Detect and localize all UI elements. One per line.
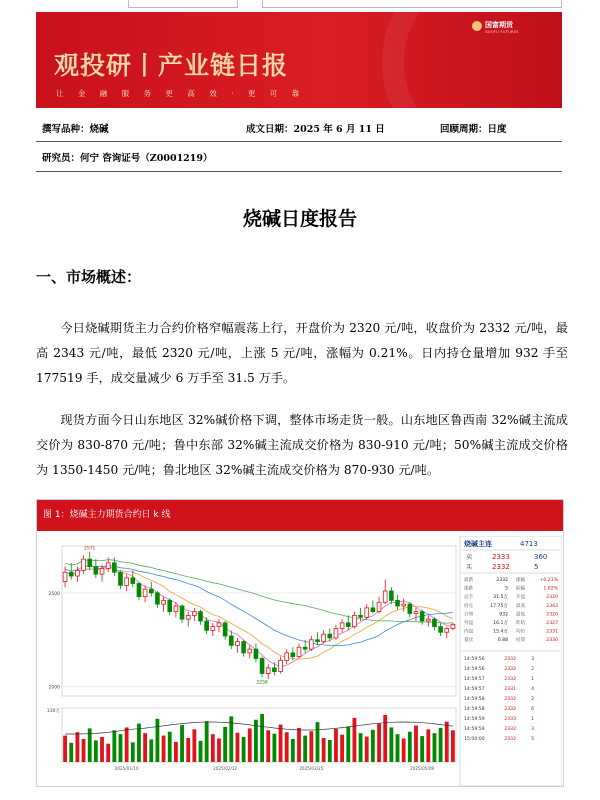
tick-volume: 1 — [531, 717, 534, 722]
quote-field-label: 外盘 — [464, 621, 474, 626]
volume-bar — [168, 732, 172, 762]
tick-price: 2332 — [504, 737, 516, 742]
volume-bar — [303, 736, 307, 762]
candle-body — [199, 612, 203, 621]
volume-bar — [445, 722, 449, 762]
volume-bar — [291, 739, 295, 762]
volume-bar — [156, 719, 160, 762]
candle-body — [223, 623, 227, 636]
kline-screenshot — [38, 536, 562, 786]
quote-field-label: 开盘 — [516, 595, 526, 601]
logo-mark-icon — [472, 21, 482, 31]
volume-bar — [451, 730, 455, 762]
volume-bar — [377, 724, 381, 762]
volume-bar — [371, 730, 375, 762]
candle-body — [408, 604, 412, 613]
quote-field-label: 涨跌 — [464, 586, 474, 592]
volume-bar — [266, 730, 270, 762]
candle-body — [94, 567, 98, 575]
volume-bar — [433, 733, 437, 762]
volume-bar — [125, 727, 129, 762]
company-logo — [472, 18, 532, 40]
volume-bar — [402, 738, 406, 762]
candle-body — [82, 559, 86, 570]
candle-body — [340, 623, 344, 629]
quote-buy-label: 买 — [466, 564, 473, 571]
candle-body — [377, 602, 381, 611]
candle-body — [334, 629, 338, 638]
banner-title: 观投研丨产业链日报 — [54, 51, 289, 80]
candle-body — [248, 649, 252, 653]
quote-field-label: 涨幅 — [516, 578, 526, 583]
kline-chart-svg — [38, 536, 562, 786]
price-tick-label: 2000 — [48, 685, 60, 691]
header-page-boxes — [0, 0, 600, 12]
volume-bar — [389, 727, 393, 762]
candle-body — [254, 649, 258, 658]
tick-volume: 5 — [531, 737, 534, 742]
volume-bar — [180, 725, 184, 762]
header-box-right — [262, 0, 562, 8]
volume-bar — [346, 726, 350, 762]
volume-bar — [149, 739, 153, 762]
candle-body — [309, 640, 313, 649]
quote-field-value: 5 — [505, 586, 508, 592]
tick-time: 14:59:57 — [464, 687, 485, 692]
volume-bar — [279, 725, 283, 762]
meta-researcher: 研究员：何宁 咨询证号（Z0001219） — [42, 153, 213, 164]
volume-bar — [439, 728, 443, 762]
candle-body — [346, 623, 350, 627]
volume-bar — [309, 731, 313, 762]
candle-body — [168, 600, 172, 611]
tick-price: 2333 — [504, 717, 516, 722]
tick-volume: 6 — [531, 707, 534, 712]
quote-buy-volume: 5 — [534, 563, 539, 571]
candle-body — [439, 627, 443, 633]
volume-bar — [223, 727, 227, 762]
paragraph-futures: 今日烧碱期货主力合约价格窄幅震荡上行，开盘价为 2320 元/吨，收盘价为 2332 元/吨，最高 2343 元/吨，最低 2320 元/吨，上涨 5 元/吨，涨幅为 0.21%。日内持仓量增加 932 手至 177519 手，成交量减少 6 万手至 31.5 万手。 — [36, 321, 568, 385]
candle-body — [143, 589, 147, 597]
volume-bar — [359, 733, 363, 762]
candle-body — [353, 615, 357, 626]
quote-field-label: 最低 — [516, 612, 526, 618]
candle-body — [180, 606, 184, 619]
candle-body — [88, 559, 92, 567]
candle-body — [451, 624, 455, 628]
candle-body — [445, 629, 449, 633]
volume-bar — [322, 738, 326, 762]
candle-body — [69, 572, 73, 576]
candle-body — [402, 604, 406, 606]
candle-body — [229, 636, 233, 645]
volume-bar — [186, 738, 190, 762]
volume-bar — [316, 722, 320, 762]
tick-time: 15:00:00 — [464, 737, 485, 742]
tick-price: 2332 — [504, 707, 516, 712]
candle-body — [322, 634, 326, 642]
quote-field-label: 最高 — [516, 603, 526, 609]
volume-bar — [414, 726, 418, 762]
candle-body — [433, 619, 437, 627]
header-box-left — [128, 0, 238, 8]
candle-body — [303, 647, 307, 649]
volume-bar — [396, 734, 400, 762]
volume-bar — [236, 733, 240, 762]
meta-variety: 撰写品种：烧碱 — [42, 124, 109, 135]
banner-slogan: 让 金 融 服 务 更 高 效 · 更 可 靠 — [56, 89, 306, 98]
volume-bar — [119, 734, 123, 762]
tick-price: 2332 — [504, 657, 516, 662]
candle-body — [328, 634, 332, 638]
date-tick-label: 2025/02/12 — [213, 766, 238, 771]
quote-field-label: 内盘 — [464, 629, 474, 635]
candle-body — [371, 608, 375, 612]
candle-body — [236, 642, 240, 646]
report-title: 烧碱日度报告 — [242, 208, 357, 230]
volume-bar — [328, 740, 332, 762]
candle-body — [156, 593, 160, 604]
candle-body — [365, 608, 369, 617]
quote-field-value: 2327 — [546, 621, 558, 626]
quote-field-label: 持仓 — [464, 603, 474, 609]
tick-time: 14:59:58 — [464, 707, 485, 712]
quote-field-label: 日增 — [464, 612, 474, 618]
candle-body — [125, 578, 129, 586]
tick-time: 14:59:59 — [464, 717, 485, 722]
meta-divider-1 — [36, 141, 562, 142]
volume-bar — [131, 742, 135, 762]
candle-body — [426, 619, 430, 621]
candle-body — [414, 612, 418, 614]
candle-body — [242, 642, 246, 653]
candle-body — [272, 668, 276, 672]
quote-field-label: 均价 — [516, 629, 526, 635]
volume-bar — [174, 742, 178, 762]
candle-body — [186, 615, 190, 619]
volume-bar — [69, 743, 73, 762]
meta-divider-2 — [36, 171, 562, 172]
candle-body — [396, 600, 400, 606]
quote-field-value: +0.21% — [539, 578, 558, 583]
tick-price: 2332 — [504, 697, 516, 702]
candle-body — [279, 660, 283, 671]
volume-bar — [100, 737, 104, 762]
meta-date: 成文日期：2025 年 6 月 11 日 — [246, 124, 385, 135]
volume-bar — [143, 733, 147, 762]
candle-body — [131, 578, 135, 584]
report-banner — [36, 12, 562, 108]
volume-bar — [217, 738, 221, 762]
quote-sell-price: 2333 — [492, 553, 510, 561]
volume-bar — [242, 737, 246, 762]
candle-body — [217, 623, 221, 627]
tick-price: 2332 — [504, 677, 516, 682]
candle-body — [63, 572, 67, 581]
candle-body — [205, 621, 209, 630]
date-tick-label: 2025/01/10 — [114, 766, 139, 771]
tick-volume: 4 — [531, 687, 534, 692]
candle-body — [211, 627, 215, 631]
volume-bar — [211, 734, 215, 762]
quote-field-value: 2331 — [546, 629, 558, 635]
tick-volume: 2 — [531, 667, 534, 672]
volume-bar — [162, 736, 166, 762]
volume-bar — [82, 739, 86, 762]
candle-body — [359, 615, 363, 617]
tick-price: 2332 — [504, 727, 516, 732]
quote-field-label: 量比 — [464, 638, 474, 644]
volume-bar — [272, 734, 276, 762]
quote-field-value: 2343 — [546, 603, 558, 609]
price-tick-label: 2500 — [48, 591, 60, 597]
quote-field-value: 2320 — [546, 595, 558, 601]
tick-time: 14:59:58 — [464, 697, 485, 702]
logo-text: 国富期货 — [485, 21, 513, 29]
candle-body — [420, 612, 424, 621]
volume-bar — [408, 732, 412, 762]
volume-bar — [199, 741, 203, 762]
volume-bar — [112, 730, 116, 762]
volume-bar — [94, 740, 98, 762]
logo-english-text: GUOFU FUTURES — [485, 30, 519, 34]
volume-axis-label: 130万 — [46, 709, 60, 714]
quote-field-value: 16.1万 — [493, 621, 508, 626]
meta-period: 回顾周期：日度 — [440, 124, 507, 135]
figure-kline — [36, 499, 564, 787]
volume-bar — [248, 728, 252, 762]
candle-body — [119, 572, 123, 585]
candle-body — [112, 563, 116, 572]
volume-bar — [205, 721, 209, 762]
candle-body — [266, 668, 270, 674]
candle-body — [260, 659, 264, 674]
volume-bar — [192, 729, 196, 762]
tick-volume: 2 — [531, 697, 534, 702]
quote-buy-price: 2332 — [492, 563, 510, 571]
tick-price: 2332 — [504, 667, 516, 672]
volume-bar — [106, 744, 110, 762]
candle-body — [75, 570, 79, 576]
quote-field-value: 932 — [499, 612, 508, 618]
candle-body — [149, 589, 153, 593]
candle-body — [100, 569, 104, 575]
quote-contract-name: 烧碱主连 — [464, 540, 492, 548]
tick-price: 2331 — [504, 687, 516, 692]
quote-field-label: 昨结 — [516, 621, 526, 626]
quote-field-value: 2320 — [546, 612, 558, 618]
quote-field-label: 结算 — [516, 638, 526, 644]
quote-field-value: 0.88 — [497, 638, 508, 644]
candle-body — [316, 640, 320, 642]
quote-field-value: 15.4万 — [493, 629, 508, 635]
quote-contract-code: 4713 — [520, 540, 538, 548]
candle-body — [291, 653, 295, 657]
volume-bar — [297, 728, 301, 762]
volume-bar — [383, 715, 387, 762]
tick-time: 14:59:59 — [464, 727, 485, 732]
date-tick-label: 2025/03/25 — [299, 766, 324, 771]
candle-body — [174, 606, 178, 612]
volume-bar — [426, 729, 430, 762]
tick-time: 14:59:56 — [464, 657, 485, 662]
volume-bar — [63, 736, 67, 762]
volume-bar — [75, 732, 79, 762]
volume-bar — [340, 735, 344, 762]
candle-body — [137, 584, 141, 597]
low-price-label: 2258 — [256, 680, 268, 686]
quote-field-label: 总手 — [464, 595, 474, 601]
volume-bar — [334, 729, 338, 762]
date-tick-label: 2025/05/09 — [410, 766, 435, 771]
meta-row-info — [36, 121, 562, 137]
quote-field-value: 2332 — [496, 578, 508, 583]
figure-title: 图 1：烧碱主力期货合约日 k 线 — [37, 500, 563, 531]
volume-bar — [353, 718, 357, 762]
candle-body — [389, 591, 393, 600]
candle-body — [297, 647, 301, 656]
volume-bar — [285, 732, 289, 762]
volume-bar — [420, 736, 424, 762]
section-heading-market-overview: 一、市场概述： — [36, 268, 142, 286]
candle-body — [285, 653, 289, 661]
quote-field-label: 振幅 — [516, 586, 526, 592]
tick-volume: 1 — [531, 677, 534, 682]
quote-field-value: 31.5万 — [493, 595, 508, 601]
candle-body — [106, 563, 110, 569]
tick-volume: 3 — [531, 727, 534, 732]
quote-field-value: 1.02% — [543, 586, 558, 592]
candle-body — [383, 591, 387, 602]
tick-volume: 3 — [531, 657, 534, 662]
quote-sell-label: 卖 — [466, 554, 473, 561]
volume-bar — [365, 737, 369, 762]
volume-bar — [137, 724, 141, 762]
candle-body — [192, 612, 196, 616]
tick-time: 14:59:57 — [464, 677, 485, 682]
quote-field-value: 2330 — [546, 638, 558, 644]
candle-body — [162, 600, 166, 604]
meta-row-researcher — [36, 150, 562, 166]
volume-bar — [260, 714, 264, 762]
peak-price-label: 2571 — [83, 546, 96, 552]
quote-sell-volume: 360 — [534, 553, 548, 561]
quote-field-value: 17.75万 — [490, 603, 508, 609]
paragraph-spot: 现货方面今日山东地区 32%碱价格下调，整体市场走货一般。山东地区鲁西南 32%碱主流成交价为 830-870 元/吨；鲁中东部 32%碱主流成交价格为 830-910 元/吨；50%碱主流成交价格为 1350-1450 元/吨；鲁北地区 32%碱主流成交价格为 870-930 元/吨。 — [36, 413, 568, 477]
quote-field-label: 最新 — [464, 578, 474, 583]
tick-time: 14:59:56 — [464, 667, 485, 672]
